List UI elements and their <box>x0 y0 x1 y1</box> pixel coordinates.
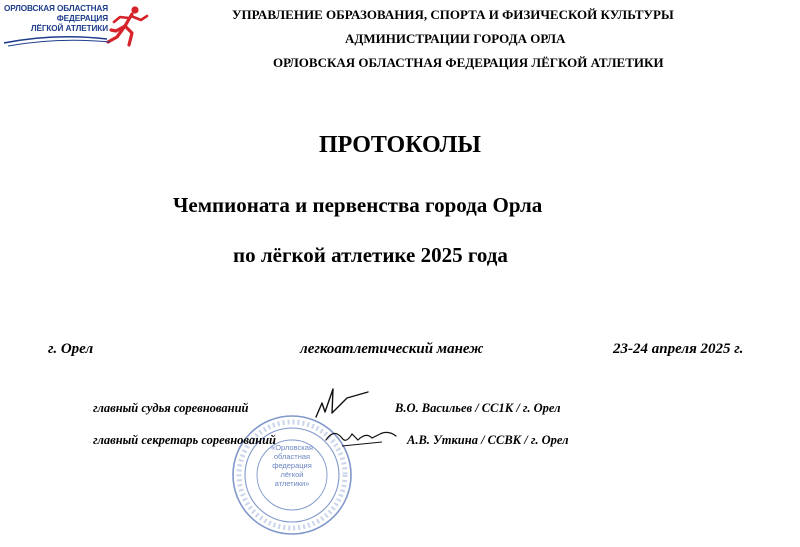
event-venue: легкоатлетический манеж <box>300 341 484 357</box>
stamp-line-2: областная <box>273 452 311 461</box>
title-line-2: Чемпионата и первенства города Орла <box>173 193 543 217</box>
header-line-1: УПРАВЛЕНИЕ ОБРАЗОВАНИЯ, СПОРТА И ФИЗИЧЕСКОЙ КУЛЬТУРЫ <box>232 7 674 22</box>
chief-secretary-signature <box>322 422 402 452</box>
event-dates: 23-24 апреля 2025 г. <box>613 341 744 357</box>
header-line-3: ОРЛОВСКАЯ ОБЛАСТНАЯ ФЕДЕРАЦИЯ ЛЁГКОЙ АТЛЕТИКИ <box>273 55 664 70</box>
chief-secretary-name: А.В. Уткина / ССВК / г. Орел <box>407 433 569 447</box>
stamp-line-1: «Орловская <box>271 443 313 452</box>
logo-line-2: ФЕДЕРАЦИЯ <box>56 14 108 23</box>
federation-logo <box>4 4 154 50</box>
logo-line-1: ОРЛОВСКАЯ ОБЛАСТНАЯ <box>4 4 109 13</box>
event-city: г. Орел <box>48 341 94 357</box>
header-line-2: АДМИНИСТРАЦИИ ГОРОДА ОРЛА <box>345 31 566 46</box>
chief-judge-signature <box>302 383 382 423</box>
stamp-line-5: атлетики» <box>274 479 310 488</box>
chief-judge-name: В.О. Васильев / СС1К / г. Орел <box>395 401 561 415</box>
title-line-3: по лёгкой атлетике 2025 года <box>233 243 508 267</box>
stamp-line-3: федерация <box>272 461 312 470</box>
document-title: ПРОТОКОЛЫ <box>319 132 481 158</box>
chief-judge-label: главный судья соревнований <box>93 401 249 415</box>
chief-secretary-label: главный секретарь соревнований <box>93 433 277 447</box>
stamp-line-4: лёгкой <box>280 470 304 479</box>
runner-icon <box>4 4 154 50</box>
logo-line-3: ЛЁГКОЙ АТЛЕТИКИ <box>30 24 108 33</box>
